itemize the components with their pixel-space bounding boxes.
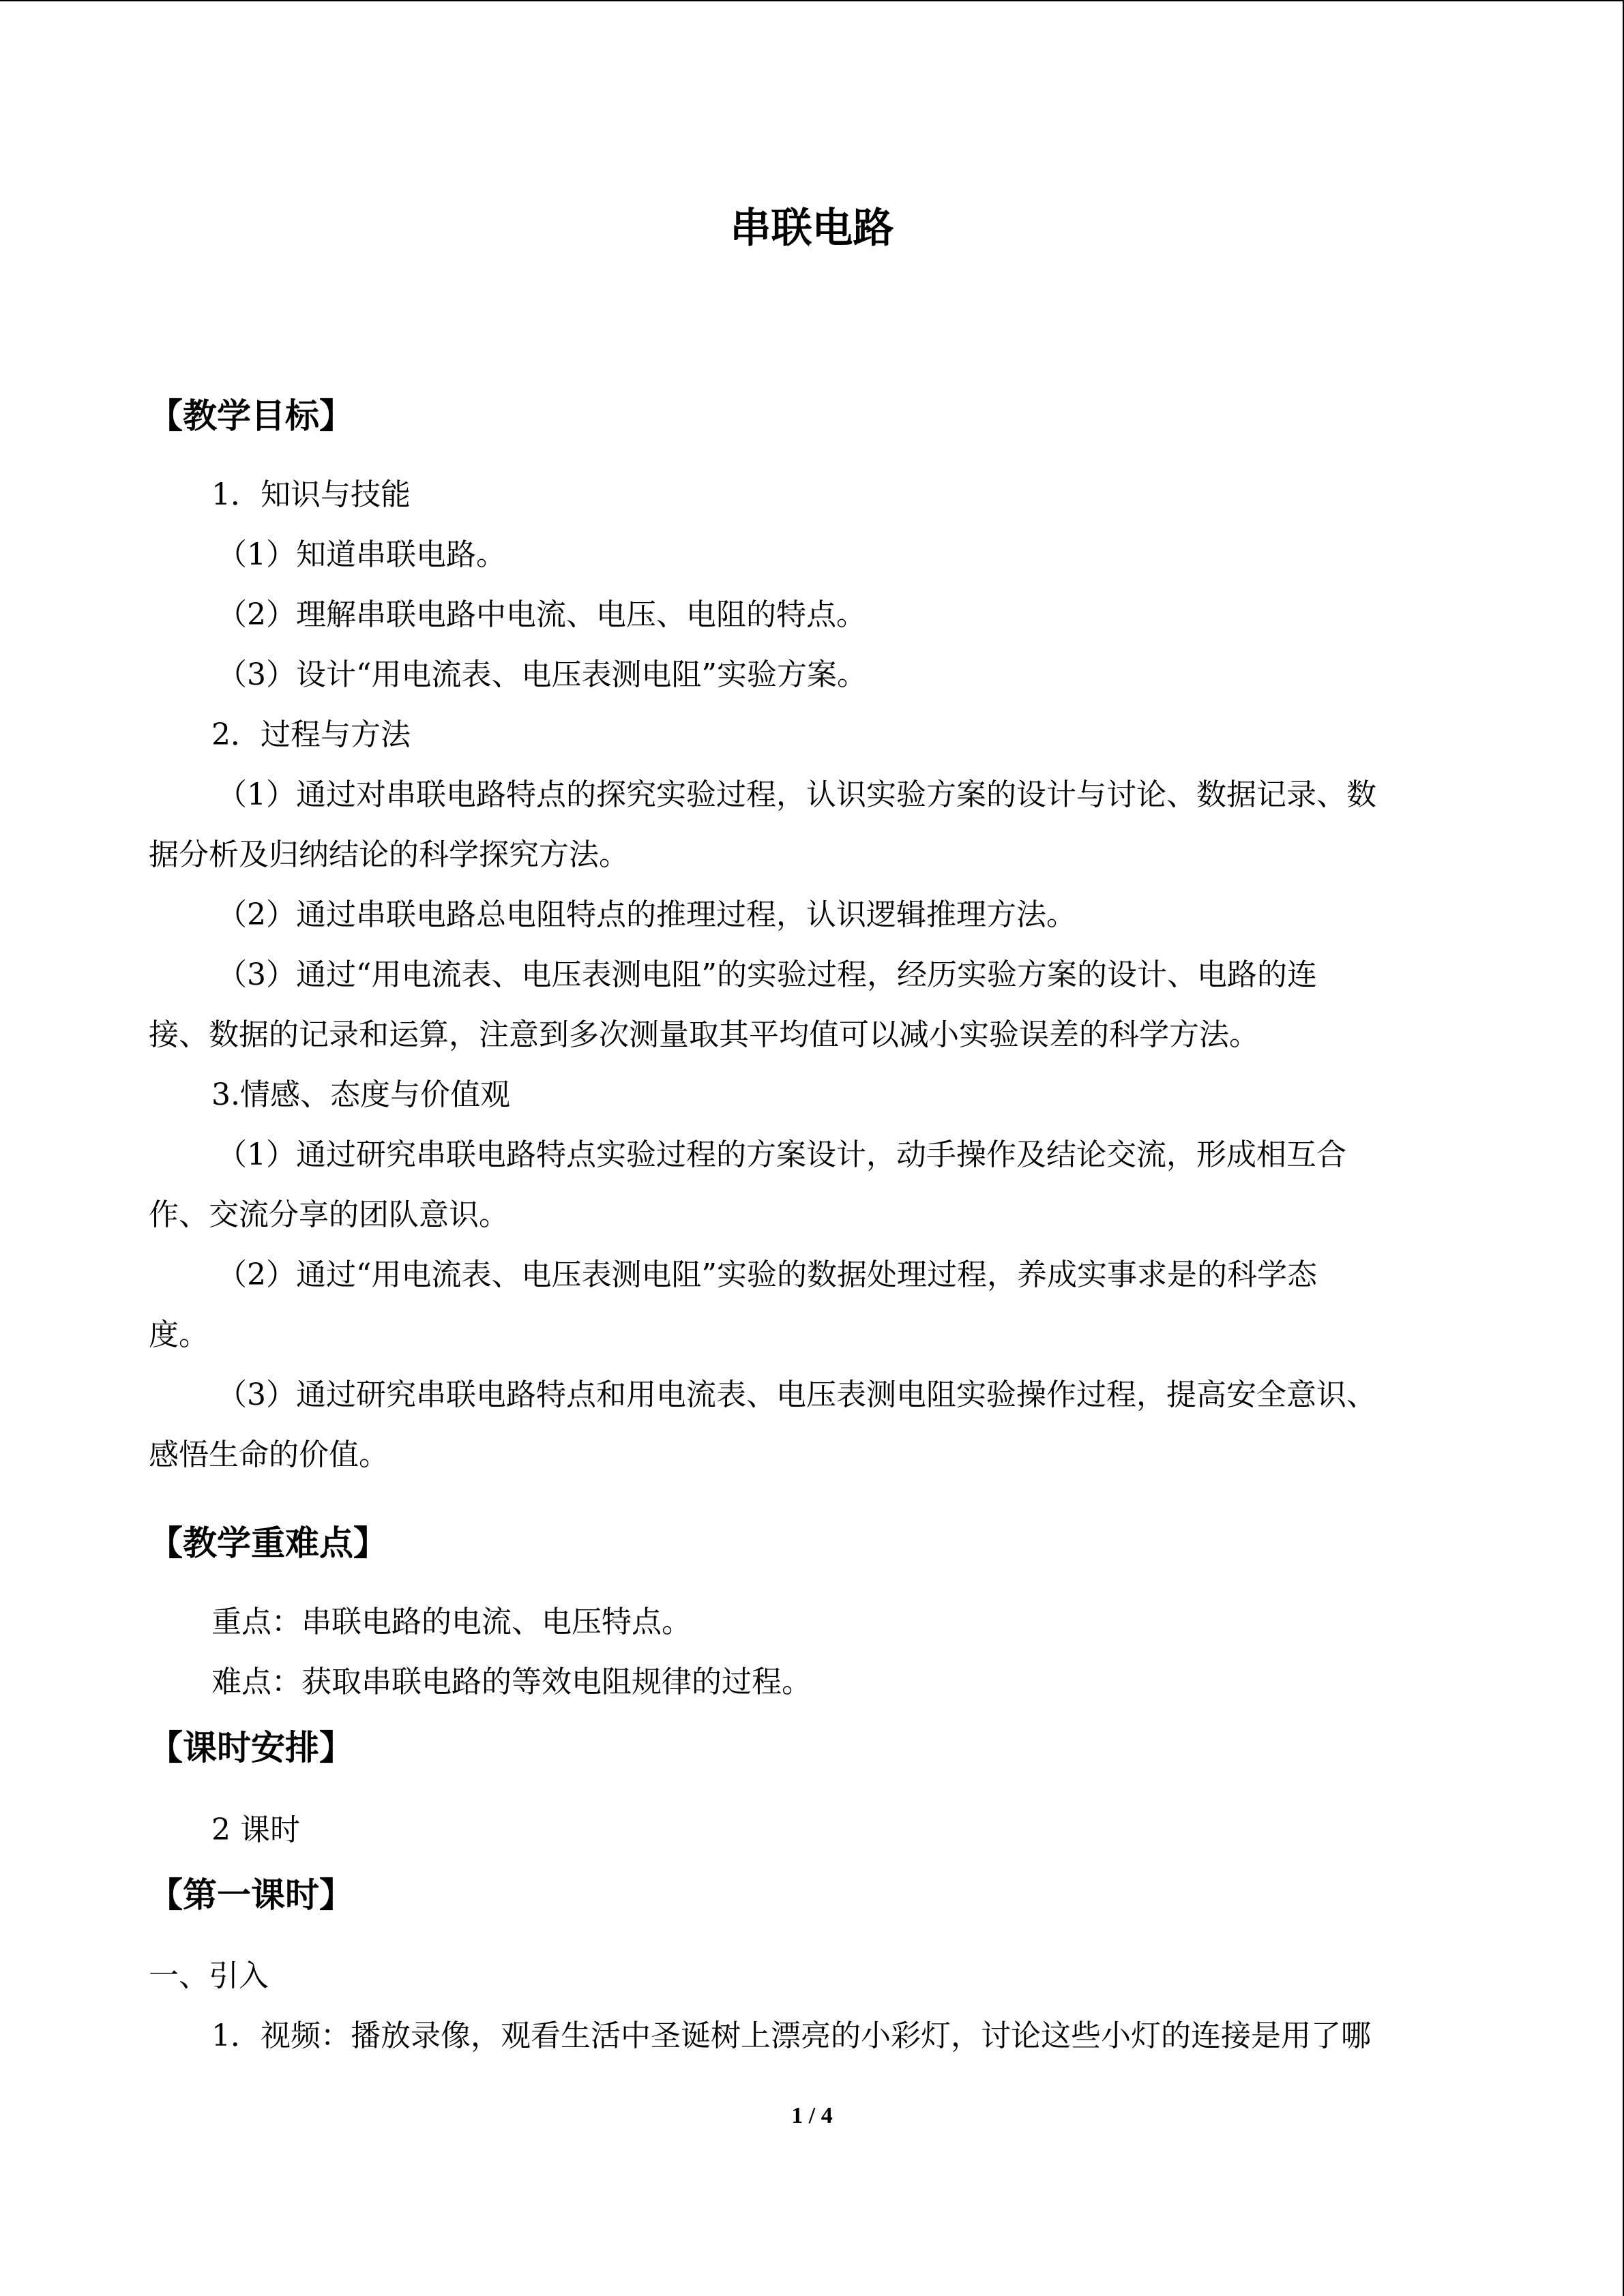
key-point-focus: 重点：串联电路的电流、电压特点。 (211, 1605, 692, 1639)
lesson-section-intro: 一、引入 (149, 1958, 269, 1993)
objective-subheading-values: 3.情感、态度与价值观 (211, 1077, 510, 1112)
objective-knowledge-2: （2）理解串联电路中电流、电压、电阻的特点。 (217, 597, 866, 632)
objective-values-2-line2: 度。 (149, 1317, 209, 1352)
objective-values-2-line1: （2）通过“用电流表、电压表测电阻”实验的数据处理过程，养成实事求是的科学态 (217, 1257, 1317, 1292)
heading-objectives: 【教学目标】 (149, 396, 353, 436)
objective-process-2: （2）通过串联电路总电阻特点的推理过程，认识逻辑推理方法。 (217, 897, 1076, 932)
objective-process-3-line1: （3）通过“用电流表、电压表测电阻”的实验过程，经历实验方案的设计、电路的连 (217, 957, 1317, 992)
objective-subheading-process: 2．过程与方法 (211, 717, 411, 752)
objective-values-3-line2: 感悟生命的价值。 (149, 1437, 389, 1472)
objective-process-3-line2: 接、数据的记录和运算，注意到多次测量取其平均值可以减小实验误差的科学方法。 (149, 1017, 1259, 1052)
objective-values-1-line2: 作、交流分享的团队意识。 (149, 1197, 509, 1232)
lesson-item-video: 1．视频：播放录像，观看生活中圣诞树上漂亮的小彩灯，讨论这些小灯的连接是用了哪 (211, 2018, 1371, 2053)
objective-process-1-line2: 据分析及归纳结论的科学探究方法。 (149, 837, 629, 872)
objective-knowledge-3: （3）设计“用电流表、电压表测电阻”实验方案。 (217, 657, 867, 692)
document-title: 串联电路 (730, 205, 894, 252)
objective-values-1-line1: （1）通过研究串联电路特点实验过程的方案设计，动手操作及结论交流，形成相互合 (217, 1137, 1346, 1172)
objective-process-1-line1: （1）通过对串联电路特点的探究实验过程，认识实验方案的设计与讨论、数据记录、数 (217, 777, 1376, 812)
objective-knowledge-1: （1）知道串联电路。 (217, 537, 506, 572)
objective-subheading-knowledge: 1．知识与技能 (211, 477, 411, 512)
objective-values-3-line1: （3）通过研究串联电路特点和用电流表、电压表测电阻实验操作过程，提高安全意识、 (217, 1377, 1376, 1412)
heading-first-lesson: 【第一课时】 (149, 1875, 353, 1915)
heading-schedule: 【课时安排】 (149, 1728, 353, 1768)
key-point-difficulty: 难点：获取串联电路的等效电阻规律的过程。 (211, 1665, 812, 1699)
heading-key-points: 【教学重难点】 (149, 1523, 387, 1563)
schedule-hours: 2 课时 (211, 1813, 300, 1847)
page-number: 1 / 4 (791, 2103, 833, 2128)
